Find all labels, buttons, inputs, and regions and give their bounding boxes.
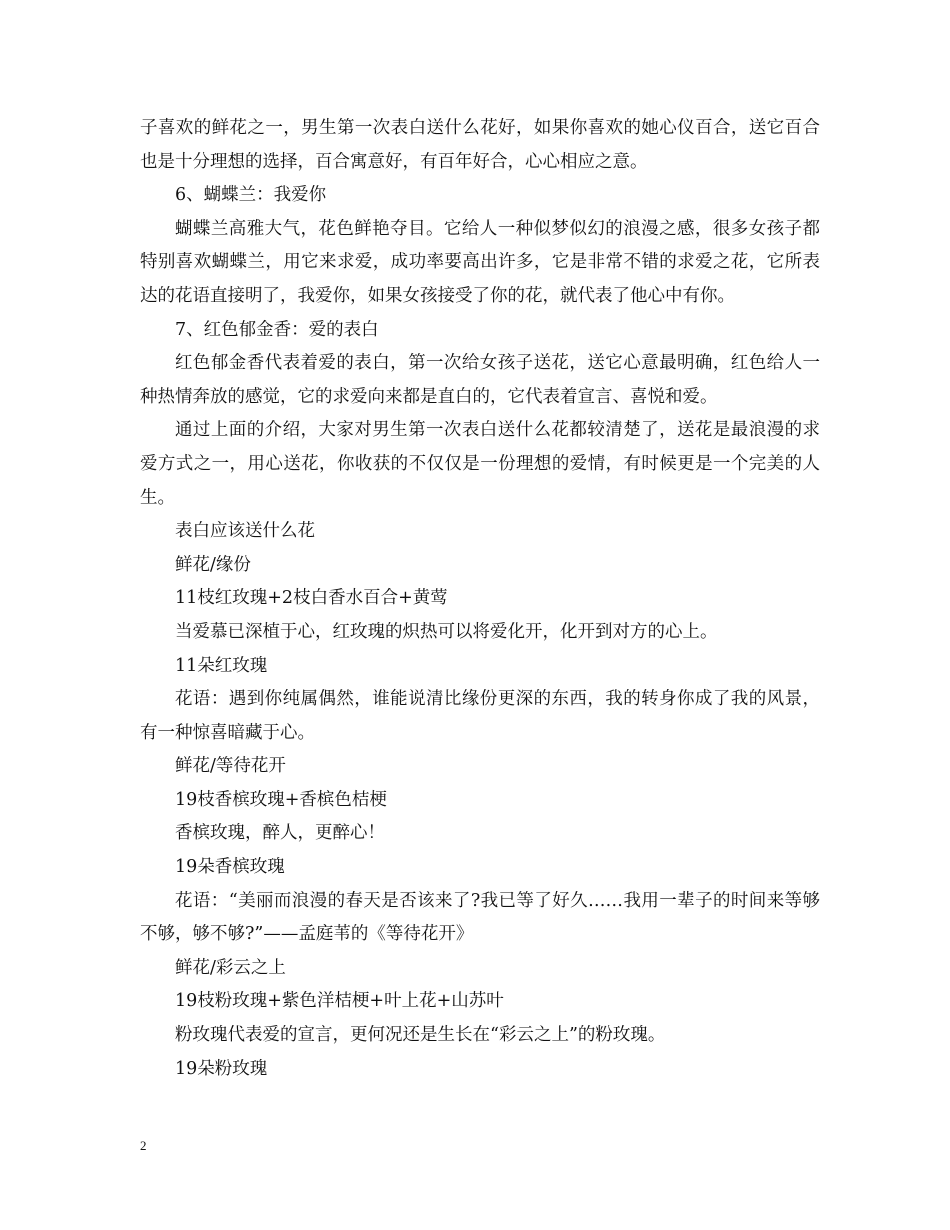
bouquet-materials: 11枝红玫瑰+2枝白香水百合+黄莺 [175,588,448,609]
bouquet-materials: 19枝粉玫瑰+紫色洋桔梗+叶上花+山苏叶 [175,991,504,1012]
bouquet-description: 粉玫瑰代表爱的宣言，更何况还是生长在“彩云之上”的粉玫瑰。 [175,1025,666,1046]
paragraph: 通过上面的介绍，大家对男生第一次表白送什么花都较清楚了，送花是最浪漫的求爱方式之一，用心送花，你收获的不仅仅是一份理想的爱情，有时候更是一个完美的人生。 [140,420,820,508]
bouquet-count: 19朵香槟玫瑰 [175,857,285,878]
paragraph: 红色郁金香代表着爱的表白，第一次给女孩子送花，送它心意最明确，红色给人一种热情奔放的感觉，它的求爱向来都是直白的，它代表着宣言、喜悦和爱。 [140,353,820,407]
section-heading-butterfly-orchid: 6、蝴蝶兰：我爱你 [175,185,327,206]
paragraph: 子喜欢的鲜花之一，男生第一次表白送什么花好，如果你喜欢的她心仪百合，送它百合也是十分理想的选择，百合寓意好，有百年好合，心心相应之意。 [140,118,820,172]
bouquet-description: 香槟玫瑰，醉人，更醉心！ [175,823,385,844]
paragraph: 蝴蝶兰高雅大气，花色鲜艳夺目。它给人一种似梦似幻的浪漫之感，很多女孩子都特别喜欢蝴蝶兰，用它来求爱，成功率要高出许多，它是非常不错的求爱之花，它所表达的花语直接明了，我爱你，如果女孩接受了你的花，就代表了他心中有你。 [140,218,820,306]
section-heading-red-tulip: 7、红色郁金香：爱的表白 [175,319,379,340]
flower-language: 花语：遇到你纯属偶然，谁能说清比缘份更深的东西，我的转身你成了我的风景，有一种惊喜暗藏于心。 [140,689,820,743]
bouquet-materials: 19枝香槟玫瑰+香槟色桔梗 [175,789,387,810]
bouquet-count: 11朵红玫瑰 [175,655,268,676]
bouquet-description: 当爱慕已深植于心，红玫瑰的炽热可以将爱化开，化开到对方的心上。 [175,621,718,642]
section-heading: 表白应该送什么花 [175,521,315,542]
bouquet-title: 鲜花/等待花开 [175,756,286,777]
page-number: 2 [140,1138,147,1153]
body-text [140,112,820,1086]
flower-language: 花语：“美丽而浪漫的春天是否该来了?我已等了好久……我用一辈子的时间来等够不够，够不够?”——孟庭苇的《等待花开》 [140,890,820,945]
bouquet-title: 鲜花/缘份 [175,554,251,575]
bouquet-title: 鲜花/彩云之上 [175,957,286,978]
bouquet-count: 19朵粉玫瑰 [175,1058,268,1079]
